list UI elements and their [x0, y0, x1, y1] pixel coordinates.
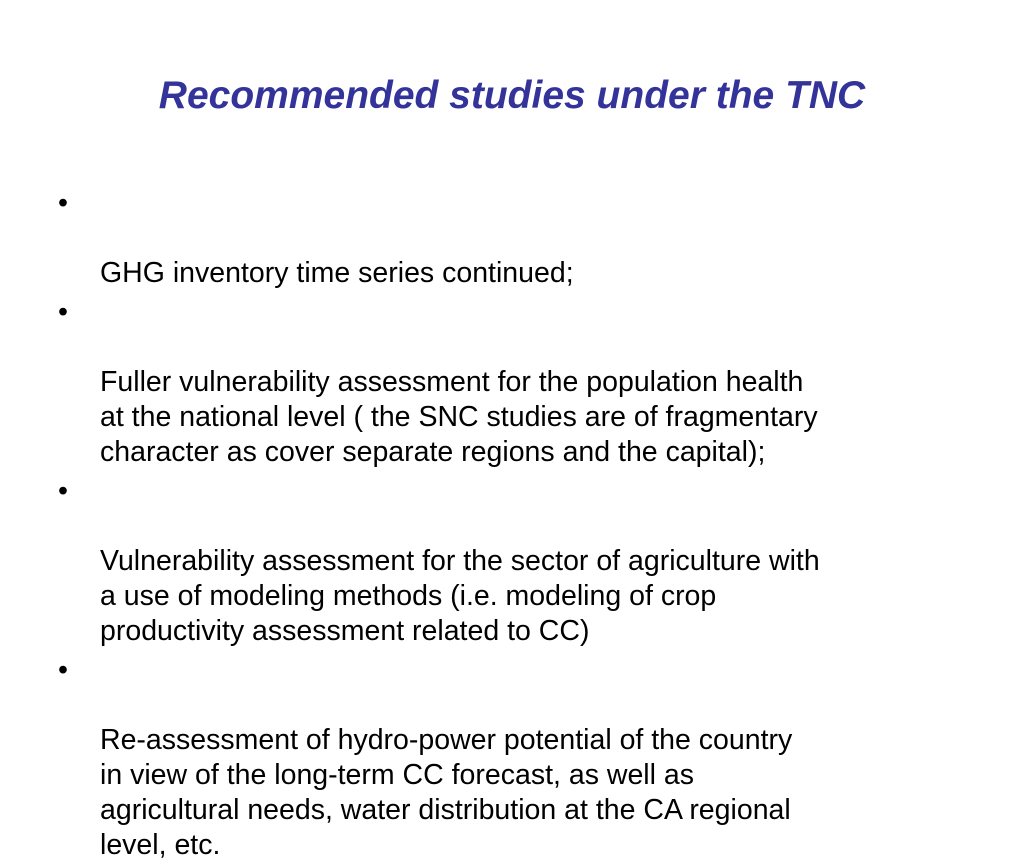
bullet-text: Vulnerability assessment for the sector of agriculture with a use of modeling methods (i.e. modeling of crop productivity assessment related to CC)	[100, 545, 820, 647]
bullet-item-2	[58, 295, 978, 470]
bullet-list	[58, 186, 978, 867]
slide-title: Recommended studies under the TNC	[158, 74, 866, 117]
bullet-item-4	[58, 653, 978, 863]
bullet-item-1	[58, 186, 978, 291]
bullet-icon: •	[58, 296, 68, 328]
bullet-icon: •	[58, 187, 68, 219]
bullet-item-3	[58, 474, 978, 649]
bullet-icon: •	[58, 654, 68, 686]
bullet-text: Fuller vulnerability assessment for the population health at the national level ( the SNC studies are of fragmentary character as cover separate regions and the capital);	[100, 366, 818, 468]
bullet-icon: •	[58, 475, 68, 507]
bullet-text: Re-assessment of hydro-power potential of the country in view of the long-term CC forecast, as well as agricultural needs, water distribution at the CA regional level, etc.	[100, 724, 793, 861]
bullet-text: GHG inventory time series continued;	[100, 257, 574, 289]
